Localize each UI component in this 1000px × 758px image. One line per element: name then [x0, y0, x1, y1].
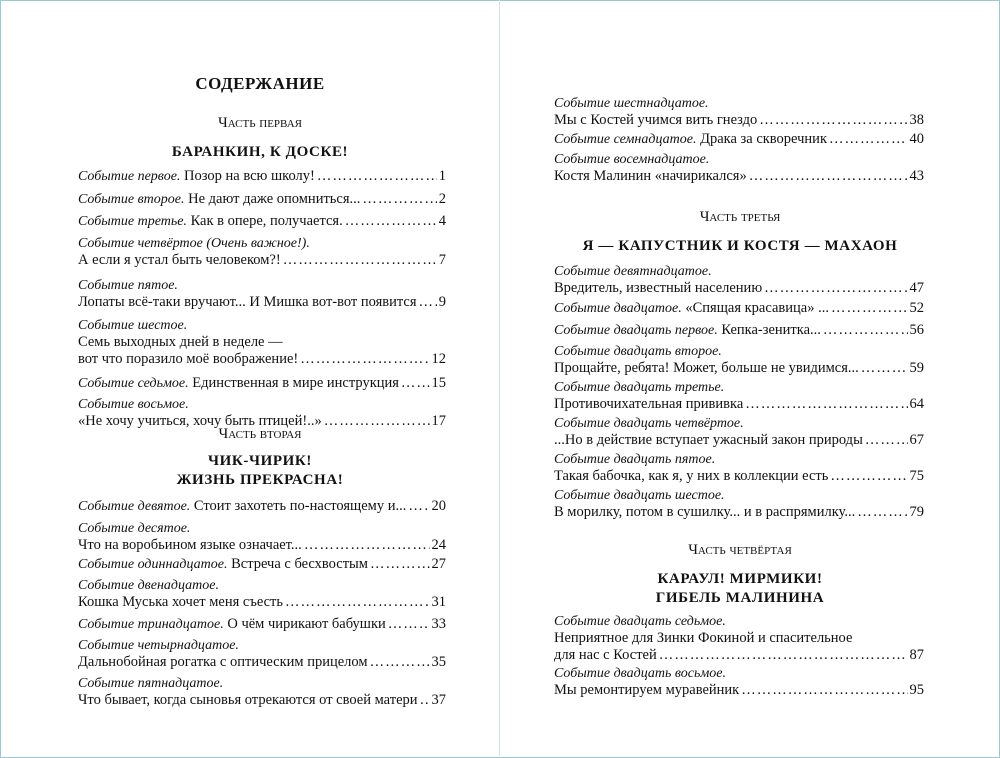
toc-entry[interactable]: Событие двадцать первое. Кепка-зенитка... …………………………………………………………………………………………………………………………………… 56 — [554, 322, 924, 344]
toc-entry[interactable]: Событие второе. Не дают даже опомниться... …………………………………………………………………………………………………………………………………… 2 — [78, 191, 446, 213]
part4-entries — [554, 614, 924, 702]
contents-title: СОДЕРЖАНИЕ — [195, 74, 325, 93]
toc-entry[interactable]: Событие двадцатое. «Спящая красавица» ... …………………………………………………………………………………………………………………………………… 52 — [554, 300, 924, 322]
toc-entry[interactable]: Событие восемнадцатое. Костя Малинин «начирикался» …………………………………………………………………………………………………………………………………… 43 — [554, 152, 924, 190]
toc-entry[interactable]: Событие пятнадцатое. Что бывает, когда сыновья отрекаются от своей матери …………………………………………………………………………………………………………………………………… 37 — [78, 676, 446, 714]
part2-entries — [78, 498, 446, 714]
part4-title-line1: КАРАУЛ! МИРМИКИ! — [657, 571, 823, 587]
part2-label: Часть вторая — [218, 426, 302, 442]
toc-entry[interactable]: Событие четвёртое (Очень важное!). А если я устал быть человеком?! …………………………………………………………………………………………………………………………………… 7 — [78, 236, 446, 278]
toc-entry[interactable]: Событие первое. Позор на всю школу! …………………………………………………………………………………………………………………………………… 1 — [78, 168, 446, 191]
toc-entry[interactable]: Событие третье. Как в опере, получается. …………………………………………………………………………………………………………………………………… 4 — [78, 213, 446, 236]
right-page — [500, 0, 998, 758]
part3-label: Часть третья — [699, 209, 781, 225]
part3-title: Я — КАПУСТНИК И КОСТЯ — МАХАОН — [582, 238, 898, 254]
toc-entry[interactable]: Событие двадцать седьмое. Неприятное для Зинки Фокиной и спасительное для нас с Костей …………………………………………………………………………………………………………………………………… 87 — [554, 614, 924, 666]
part2-title — [40, 452, 480, 490]
part1-label: Часть первая — [218, 115, 302, 131]
left-page — [0, 0, 499, 758]
toc-entry[interactable]: Событие восьмое. «Не хочу учиться, хочу быть птицей!..» …………………………………………………………………………………………………………………………………… 17 — [78, 397, 446, 437]
toc-entry[interactable]: Событие двадцать восьмое. Мы ремонтируем муравейник …………………………………………………………………………………………………………………………………… 95 — [554, 666, 924, 702]
toc-entry[interactable]: Событие девятое. Стоит захотеть по-настоящему и... …………………………………………………………………………………………………………………………………… 20 — [78, 498, 446, 521]
toc-entry[interactable]: Событие двадцать второе. Прощайте, ребята! Может, больше не увидимся... …………………………………………………………………………………………………………………………………… 59 — [554, 344, 924, 380]
part2-title-line1: ЧИК-ЧИРИК! — [208, 453, 312, 469]
right-top-entries — [554, 96, 924, 190]
part3-entries — [554, 264, 924, 524]
toc-entry[interactable]: Событие шестое. Семь выходных дней в неделе — вот что поразило моё воображение! …………………………………………………………………………………………………………………………………… 12 — [78, 318, 446, 375]
part4-title — [520, 570, 960, 608]
toc-entry[interactable]: Событие двадцать пятое. Такая бабочка, как я, у них в коллекции есть …………………………………………………………………………………………………………………………………… 75 — [554, 452, 924, 488]
toc-entry[interactable]: Событие двадцать третье. Противочихательная прививка …………………………………………………………………………………………………………………………………… 64 — [554, 380, 924, 416]
toc-entry[interactable]: Событие тринадцатое. О чём чирикают бабушки …………………………………………………………………………………………………………………………………… 33 — [78, 616, 446, 638]
toc-entry[interactable]: Событие девятнадцатое. Вредитель, известный населению …………………………………………………………………………………………………………………………………… 47 — [554, 264, 924, 300]
toc-entry[interactable]: Событие двенадцатое. Кошка Муська хочет меня съесть …………………………………………………………………………………………………………………………………… 31 — [78, 578, 446, 616]
toc-entry[interactable]: Событие двадцать четвёртое. ...Но в действие вступает ужасный закон природы …………………………………………………………………………………………………………………………………… 67 — [554, 416, 924, 452]
toc-entry[interactable]: Событие четырнадцатое. Дальнобойная рогатка с оптическим прицелом …………………………………………………………………………………………………………………………………… 35 — [78, 638, 446, 676]
part1-title: БАРАНКИН, К ДОСКЕ! — [171, 144, 349, 160]
toc-entry[interactable]: Событие шестнадцатое. Мы с Костей учимся вить гнездо …………………………………………………………………………………………………………………………………… 38 — [554, 96, 924, 131]
toc-entry[interactable]: Событие одиннадцатое. Встреча с бесхвостым …………………………………………………………………………………………………………………………………… 27 — [78, 556, 446, 578]
toc-entry[interactable]: Событие седьмое. Единственная в мире инструкция …………………………………………………………………………………………………………………………………… 15 — [78, 375, 446, 397]
toc-entry[interactable]: Событие семнадцатое. Драка за скворечник …………………………………………………………………………………………………………………………………… 40 — [554, 131, 924, 152]
part2-title-line2: ЖИЗНЬ ПРЕКРАСНА! — [176, 472, 344, 488]
toc-entry[interactable]: Событие десятое. Что на воробьином языке означает... …………………………………………………………………………………………………………………………………… 24 — [78, 521, 446, 556]
part4-label: Часть четвёртая — [688, 542, 792, 558]
toc-entry[interactable]: Событие пятое. Лопаты всё-таки вручают... И Мишка вот-вот появится …………………………………………………………………………………………………………………………………… 9 — [78, 278, 446, 318]
part1-entries — [78, 168, 446, 437]
toc-entry[interactable]: Событие двадцать шестое. В морилку, потом в сушилку... и в распрямилку... …………………………………………………………………………………………………………………………………… 79 — [554, 488, 924, 524]
part4-title-line2: ГИБЕЛЬ МАЛИНИНА — [655, 590, 825, 606]
